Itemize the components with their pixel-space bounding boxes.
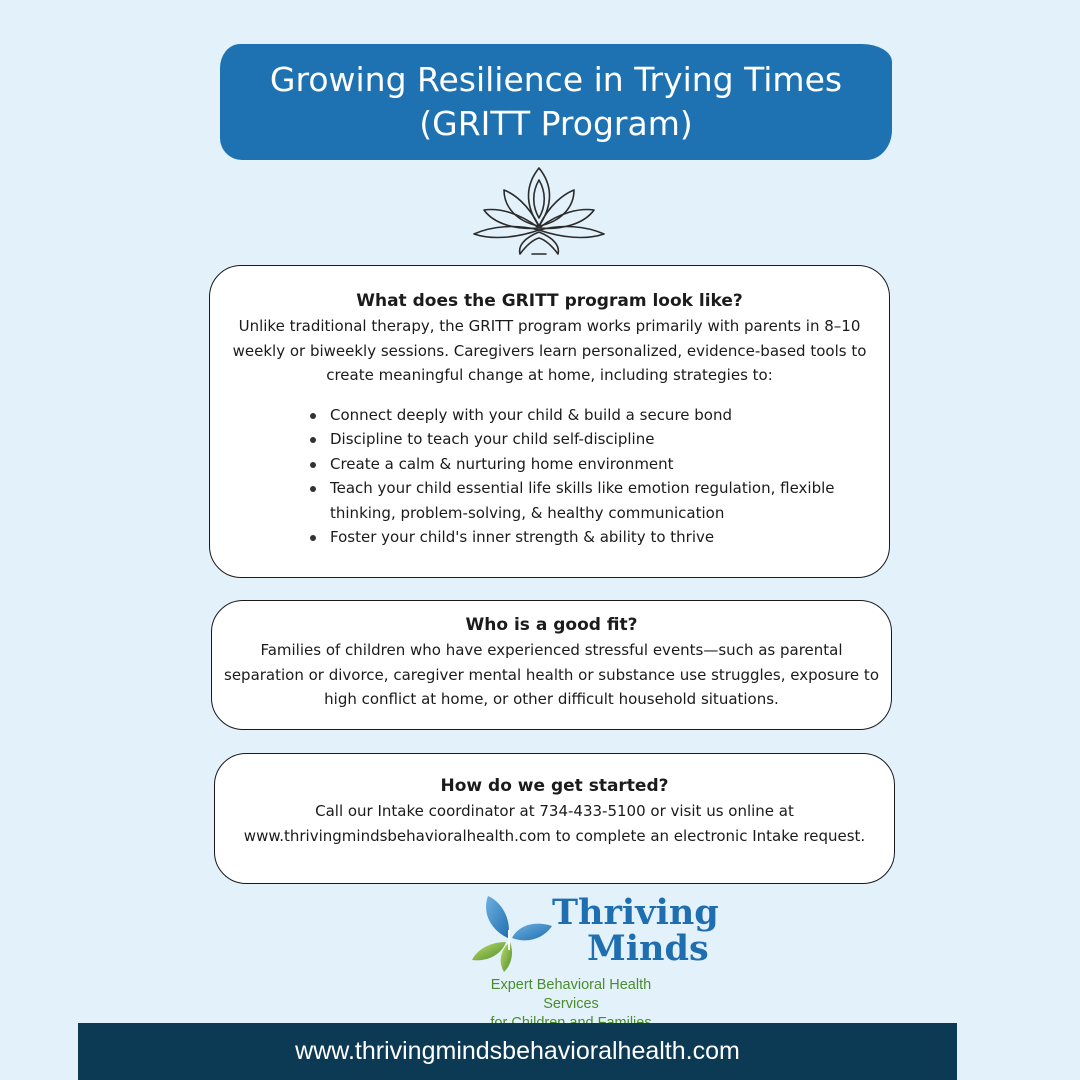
footer-url[interactable]: www.thrivingmindsbehavioralhealth.com [295,1037,740,1065]
footer-url-bar [78,1023,957,1080]
title-line-2: (GRITT Program) [419,104,693,143]
lotus-icon [468,160,610,262]
butterfly-icon [468,890,554,976]
title-banner [220,44,892,160]
logo-word-thriving: Thriving [552,892,719,933]
get-started-description: Call our Intake coordinator at 734-433-5100 or visit us online at www.thrivingmindsbehavioralhealth.com to complete an electronic Intake request. [243,802,866,845]
logo-word-minds: Minds [587,928,709,969]
list-item: Foster your child's inner strength & ability to thrive [328,525,889,550]
get-started-card [214,753,895,884]
logo-tagline-line-1: Expert Behavioral Health Services [490,977,652,1012]
list-item: Connect deeply with your child & build a secure bond [328,403,889,428]
thriving-minds-logo [466,888,719,1018]
good-fit-card [211,600,892,730]
program-heading: What does the GRITT program look like? [356,291,743,311]
list-item: Create a calm & nurturing home environment [328,452,889,477]
title-line-1: Growing Resilience in Trying Times [269,60,843,99]
list-item: Discipline to teach your child self-discipline [328,427,889,452]
list-item: Teach your child essential life skills like emotion regulation, flexible thinking, problem-solving, & healthy communication [328,476,889,525]
program-description: Unlike traditional therapy, the GRITT program works primarily with parents in 8–10 weekly or biweekly sessions. Caregivers learn personalized, evidence-based tools to create meaningful change at home, including strategies to: [232,317,867,384]
get-started-heading: How do we get started? [440,776,669,796]
strategy-list [210,403,889,550]
program-description-card [209,265,890,578]
good-fit-description: Families of children who have experienced stressful events—such as parental separation or divorce, caregiver mental health or substance use struggles, exposure to high conflict at home, or other difficult household situations. [224,641,879,708]
good-fit-heading: Who is a good fit? [465,615,638,635]
